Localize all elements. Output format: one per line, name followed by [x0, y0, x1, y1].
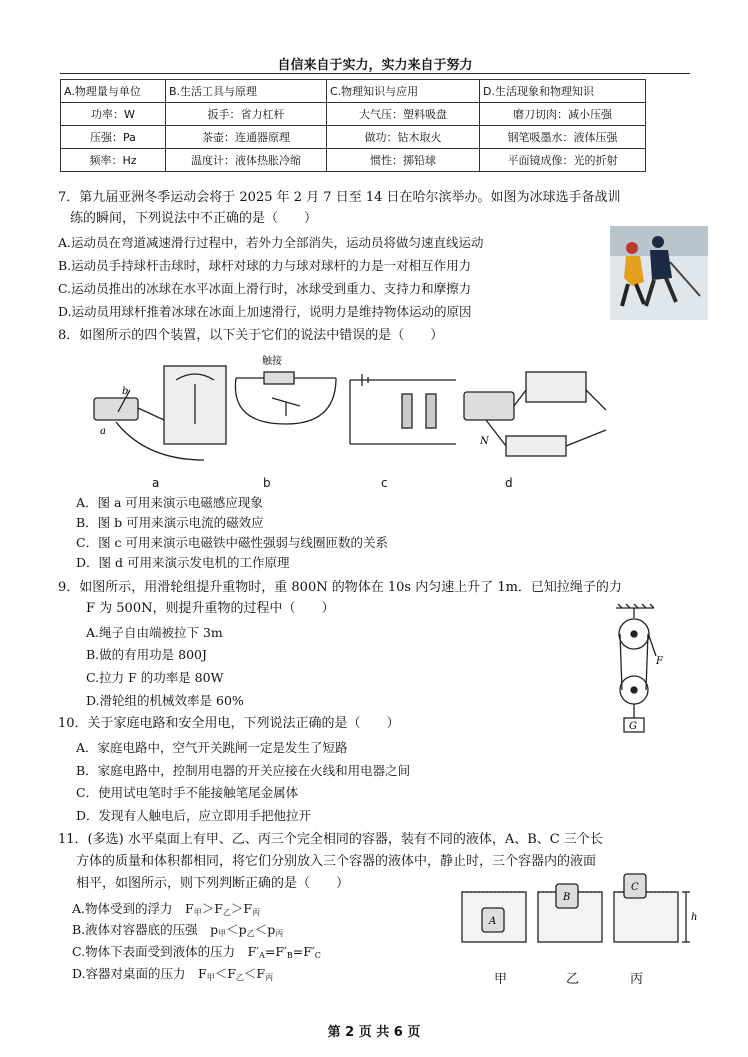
containers-diagram: [458, 870, 698, 952]
table-cell: 温度计：液体热胀冷缩: [166, 149, 327, 172]
table-header-cell: A.物理量与单位: [61, 80, 166, 103]
q10-option-b: B．家庭电路中，控制用电器的开关应接在火线和用电器之间: [76, 763, 411, 778]
figure-d-n-label: N: [480, 436, 489, 447]
q11-stem-line3: 相平，如图所示，则下列判断正确的是（ ）: [76, 876, 350, 891]
figure-a-label-b: b: [122, 386, 129, 397]
table-cell: 大气压：塑料吸盘: [327, 103, 480, 126]
q7-option-c: C.运动员推出的冰球在水平冰面上滑行时，冰球受到重力、支持力和摩擦力: [58, 281, 472, 296]
pulley-weight-label: G: [629, 721, 637, 732]
block-a-label: A: [489, 916, 497, 927]
q8-option-d: D．图 d 可用来演示发电机的工作原理: [76, 555, 290, 570]
q11-stem-line1: 11．(多选) 水平桌面上有甲、乙、丙三个完全相同的容器，装有不同的液体，A、B、C 三个长: [58, 832, 603, 847]
figure-c-caption: c: [381, 476, 388, 490]
table-cell: 频率：Hz: [61, 149, 166, 172]
table-header-cell: B.生活工具与原理: [166, 80, 327, 103]
table-cell: 钢笔吸墨水：液体压强: [480, 126, 646, 149]
height-label: h: [691, 912, 698, 923]
table-cell: 平面镜成像：光的折射: [480, 149, 646, 172]
block-c-label: C: [631, 882, 639, 893]
figure-b-oersted: [235, 372, 336, 424]
q10-option-d: D．发现有人触电后，应立即用手把他拉开: [76, 808, 312, 823]
q9-option-c: C.拉力 F 的功率是 80W: [86, 670, 224, 685]
table-cell: 扳手：省力杠杆: [166, 103, 327, 126]
page-footer: 第 2 页 共 6 页: [327, 1025, 421, 1040]
q11-option-a: A.物体受到的浮力 $F_甲>F_乙>F_丙$: [72, 901, 261, 917]
q9-option-d: D.滑轮组的机械效率是 60%: [86, 693, 244, 708]
q10-option-c: C．使用试电笔时手不能接触笔尾金属体: [76, 785, 299, 800]
page-header: 自信来自于实力，实力来自于努力: [277, 58, 473, 73]
q9-stem-line2: F 为 500N，则提升重物的过程中（ ）: [86, 601, 335, 616]
container-caption-bing: 丙: [630, 972, 644, 987]
q9-option-a: A.绳子自由端被拉下 3m: [86, 625, 223, 640]
q8-option-a: A．图 a 可用来演示电磁感应现象: [76, 495, 263, 510]
figure-a-label-a: a: [100, 426, 106, 437]
q9-stem-line1: 9．如图所示，用滑轮组提升重物时，重 800N 的物体在 10s 内匀速上升了 1m．已知拉绳子的力: [58, 580, 622, 595]
figure-a-caption: a: [152, 476, 160, 490]
table-header-cell: D.生活现象和物理知识: [480, 80, 646, 103]
container-caption-yi: 乙: [566, 972, 580, 987]
q8-option-c: C．图 c 可用来演示电磁铁中磁性强弱与线圈匝数的关系: [76, 535, 389, 550]
table-cell: 茶壶：连通器原理: [166, 126, 327, 149]
q7-option-d: D.运动员用球杆推着冰球在冰面上加速滑行，说明力是维持物体运动的原因: [58, 304, 472, 319]
figure-d-caption: d: [505, 476, 513, 490]
table-cell: 功率：W: [61, 103, 166, 126]
q7-stem-line1: 7．第九届亚洲冬季运动会将于 2025 年 2 月 7 日至 14 日在哈尔滨举办。如图为冰球选手备战训: [58, 190, 621, 205]
table-cell: 做功：钻木取火: [327, 126, 480, 149]
q10-stem: 10．关于家庭电路和安全用电，下列说法正确的是（ ）: [58, 716, 400, 731]
q8-stem: 8．如图所示的四个装置，以下关于它们的说法中错误的是（ ）: [58, 328, 444, 343]
q7-option-b: B.运动员手持球杆击球时，球杆对球的力与球对球杆的力是一对相互作用力: [58, 258, 472, 273]
figure-c-electromagnet: [350, 374, 456, 444]
q11-option-d: D.容器对桌面的压力 $F_甲<F_乙<F_丙$: [72, 966, 274, 982]
q11-option-b: B.液体对容器底的压强 $p_甲<p_乙<p_丙$: [72, 922, 284, 938]
container-caption-jia: 甲: [494, 972, 508, 987]
q7-option-a: A.运动员在弯道减速滑行过程中，若外力全部消失，运动员将做匀速直线运动: [58, 235, 484, 250]
hockey-photo: [610, 226, 708, 320]
q8-figures: [86, 350, 716, 480]
table-cell: 压强：Pa: [61, 126, 166, 149]
block-b-label: B: [563, 892, 571, 903]
figure-b-contact-label: 触接: [262, 356, 282, 367]
q9-option-b: B.做的有用功是 800J: [86, 647, 208, 662]
pulley-force-label: F: [656, 656, 663, 667]
q8-option-b: B．图 b 可用来演示电流的磁效应: [76, 515, 264, 530]
figure-a-galvanometer: [94, 366, 226, 460]
table-row: [61, 126, 646, 149]
table-header-row: [61, 80, 646, 103]
q11-option-c: C.物体下表面受到液体的压力 $F'_A=F'_B=F'_C$: [72, 944, 321, 960]
knowledge-table: [60, 79, 646, 172]
pulley-diagram: [610, 602, 670, 738]
figure-b-caption: b: [263, 476, 271, 490]
table-row: [61, 103, 646, 126]
q7-stem-line2: 练的瞬间，下列说法中不正确的是（ ）: [70, 211, 318, 226]
table-cell: 惯性：掷铅球: [327, 149, 480, 172]
table-row: [61, 149, 646, 172]
q11-stem-line2: 方体的质量和体积都相同，将它们分别放入三个容器的液体中，静止时，三个容器内的液面: [76, 854, 597, 869]
header-divider: [60, 73, 690, 74]
table-header-cell: C.物理知识与应用: [327, 80, 480, 103]
table-cell: 磨刀切肉：减小压强: [480, 103, 646, 126]
q10-option-a: A．家庭电路中，空气开关跳闸一定是发生了短路: [76, 740, 348, 755]
